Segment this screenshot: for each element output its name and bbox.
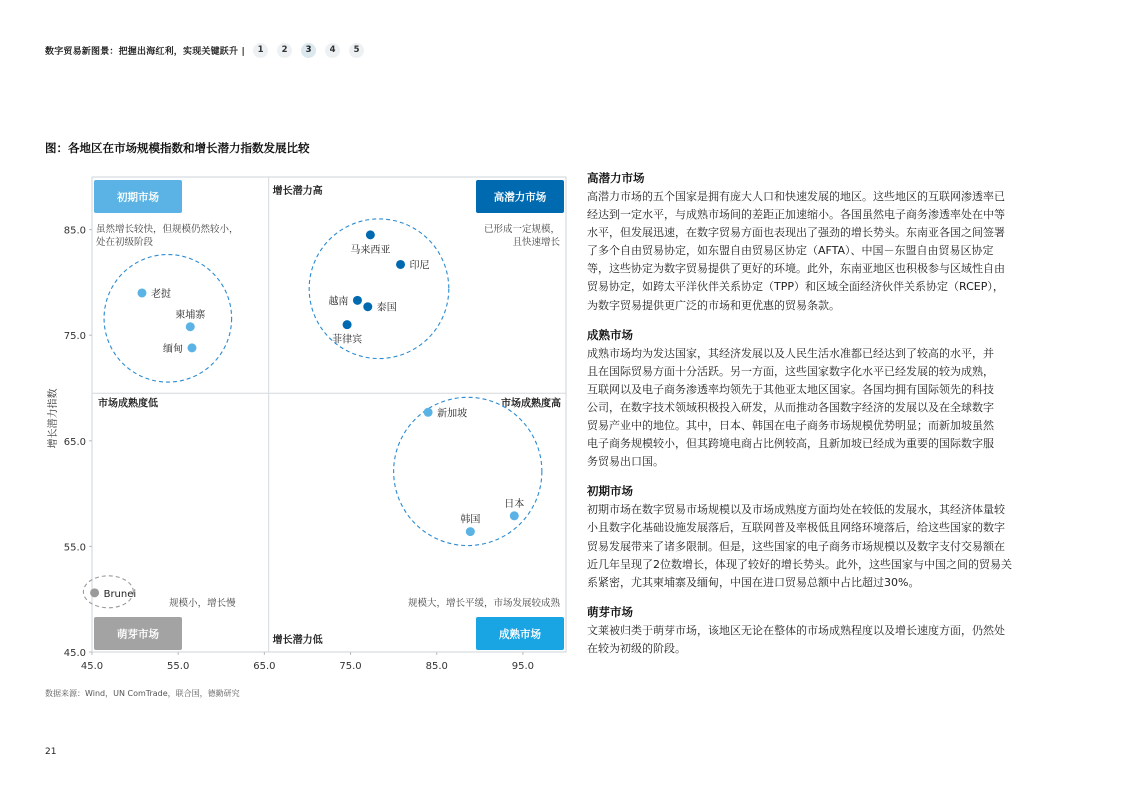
page-nav-1[interactable]: 1 [253, 43, 268, 58]
body-line: 且在国际贸易方面十分活跃。另一方面，这些国家数字化水平已经发展的较为成熟， [587, 364, 994, 378]
data-point [353, 296, 362, 305]
quadrant-box-label: 高潜力市场 [493, 191, 547, 204]
annotation-top-left: 虽然增长较快，但规模仍然较小， [96, 224, 239, 235]
data-point [343, 320, 352, 329]
section-4 [587, 605, 1079, 658]
axis-label-bottom: 增长潜力低 [272, 635, 323, 646]
data-point [363, 302, 372, 311]
data-point-label: 马来西亚 [350, 244, 391, 256]
quadrant-scatter-chart [0, 0, 600, 700]
section-body [587, 622, 1079, 658]
body-line: 贸易发展带来了诸多限制。但是，这些国家的电子商务市场规模以及数字支付交易额在 [587, 539, 1005, 553]
y-tick-label: 55.0 [63, 542, 86, 554]
data-point [424, 408, 433, 417]
body-line: 成熟市场均为发达国家，其经济发展以及人民生活水准都已经达到了较高的水平，并 [587, 346, 994, 360]
axis-label-right: 市场成熟度高 [501, 398, 561, 410]
section-heading: 初期市场 [587, 484, 633, 499]
body-line: 务贸易出口国。 [587, 455, 664, 469]
data-point [510, 511, 519, 520]
annotation-top-left: 处在初级阶段 [96, 237, 154, 248]
body-line: 经达到一定水平，与成熟市场间的差距正加速缩小。各国虽然电子商务渗透率处在中等 [587, 208, 1005, 222]
data-point-label: 柬埔寨 [175, 309, 206, 321]
section-2 [587, 328, 1079, 472]
section-heading: 成熟市场 [587, 327, 633, 342]
annotation-top-right: 且快速增长 [512, 237, 560, 248]
body-line: 公司，在数字技术领域积极投入研发，从而推动各国数字经济的发展以及在全球数字 [587, 400, 994, 414]
y-tick-label: 75.0 [63, 331, 86, 343]
data-point-label: 日本 [504, 498, 525, 510]
body-line: 贸易产业中的地位。其中，日本、韩国在电子商务市场规模优势明显；而新加坡虽然 [587, 419, 994, 433]
x-tick-label: 55.0 [167, 661, 190, 672]
body-line: 互联网以及电子商务渗透率均领先于其他亚太地区国家。各国均拥有国际领先的科技 [587, 382, 994, 396]
figure-title: 图：各地区在市场规模指数和增长潜力指数发展比较 [45, 141, 310, 155]
section-heading: 萌芽市场 [587, 604, 633, 619]
axis-label-top: 增长潜力高 [272, 186, 323, 197]
page-nav-3[interactable]: 3 [301, 43, 316, 58]
header-title: 数字贸易新图景：把握出海红利，实现关键跃升 | [45, 46, 246, 57]
source-note: 数据来源：Wind，UN ComTrade，联合国，德勤研究 [45, 689, 240, 698]
annotation-top-right: 已形成一定规模， [483, 224, 560, 235]
section-body [587, 188, 1079, 315]
data-point [187, 343, 196, 352]
body-line: 系紧密，尤其柬埔寨及缅甸，中国在进口贸易总额中占比超过30%。 [587, 575, 920, 589]
data-point-label: 菲律宾 [332, 334, 363, 346]
data-point [396, 260, 405, 269]
y-tick-label: 85.0 [63, 225, 86, 237]
body-line: 等，这些协定为数字贸易提供了更好的环境。此外，东南亚地区也积极参与区域性自由 [587, 262, 1005, 276]
x-tick-label: 75.0 [339, 661, 362, 672]
x-tick-label: 85.0 [425, 661, 448, 672]
section-body [587, 501, 1079, 591]
data-point-label: 新加坡 [437, 408, 468, 420]
page-number: 21 [45, 747, 57, 757]
page-nav-4[interactable]: 4 [325, 43, 340, 58]
data-point-label: 越南 [328, 296, 349, 308]
data-point [90, 588, 99, 597]
data-point-label: 印尼 [409, 260, 430, 272]
x-tick-label: 65.0 [253, 661, 276, 672]
annotation-bottom-left: 规模小，增长慢 [169, 598, 236, 609]
body-line: 初期市场在数字贸易市场规模以及市场成熟度方面均处在较低的发展水，其经济体量较 [587, 503, 1005, 517]
annotation-bottom-right: 规模大，增长平缓，市场发展较成熟 [407, 598, 560, 609]
plot-frame [92, 177, 566, 652]
body-line: 近几年呈现了2位数增长，体现了较好的增长势头。此外，这些国家与中国之间的贸易关 [587, 557, 1012, 571]
section-3 [587, 484, 1079, 591]
body-line: 贸易协定，如跨太平洋伙伴关系协定（TPP）和区域全面经济伙伴关系协定（RCEP）， [587, 280, 1004, 294]
body-line: 文莱被归类于萌芽市场，该地区无论在整体的市场成熟程度以及增长速度方面，仍然处 [587, 623, 1005, 637]
quadrant-box-label: 成熟市场 [499, 628, 541, 641]
body-line: 为数字贸易提供更广泛的市场和更优惠的贸易条款。 [587, 298, 840, 312]
section-1 [587, 171, 1079, 315]
page-nav-2[interactable]: 2 [277, 43, 292, 58]
data-point-label: 缅甸 [162, 343, 183, 355]
body-line: 了多个自由贸易协定，如东盟自由贸易区协定（AFTA）、中国－东盟自由贸易区协定 [587, 244, 994, 258]
section-body [587, 345, 1079, 472]
x-tick-label: 95.0 [511, 661, 535, 672]
data-point [137, 288, 146, 297]
data-point-label: 泰国 [376, 302, 397, 314]
axis-label-left: 市场成熟度低 [98, 398, 158, 410]
quadrant-box-label: 初期市场 [117, 191, 159, 204]
y-axis-label: 增长潜力指数 [48, 388, 59, 449]
page-nav-5[interactable]: 5 [349, 43, 364, 58]
data-point-label: Brunei [103, 588, 137, 600]
section-heading: 高潜力市场 [587, 171, 645, 185]
data-point [186, 322, 195, 331]
data-point [366, 230, 375, 239]
y-tick-label: 65.0 [63, 436, 86, 448]
quadrant-box-label: 萌芽市场 [117, 628, 159, 641]
body-line: 在较为初级的阶段。 [587, 641, 686, 655]
y-tick-label: 45.0 [63, 648, 86, 659]
x-tick-label: 45.0 [80, 661, 104, 672]
body-line: 小且数字化基础设施发展落后，互联网普及率极低且网络环境落后，给这些国家的数字 [587, 521, 1005, 535]
body-line: 电子商务规模较小，但其跨境电商占比例较高，且新加坡已经成为重要的国际数字服 [587, 437, 994, 451]
data-point [466, 527, 475, 536]
data-point-label: 韩国 [460, 514, 481, 526]
body-line: 高潜力市场的五个国家是拥有庞大人口和快速发展的地区。这些地区的互联网渗透率已 [587, 190, 1005, 203]
data-point-label: 老挝 [150, 288, 171, 300]
text-column [587, 171, 1079, 671]
body-line: 水平，但发展迅速，在数字贸易方面也表现出了强劲的增长势头。东南亚各国之间签署 [587, 226, 1005, 240]
